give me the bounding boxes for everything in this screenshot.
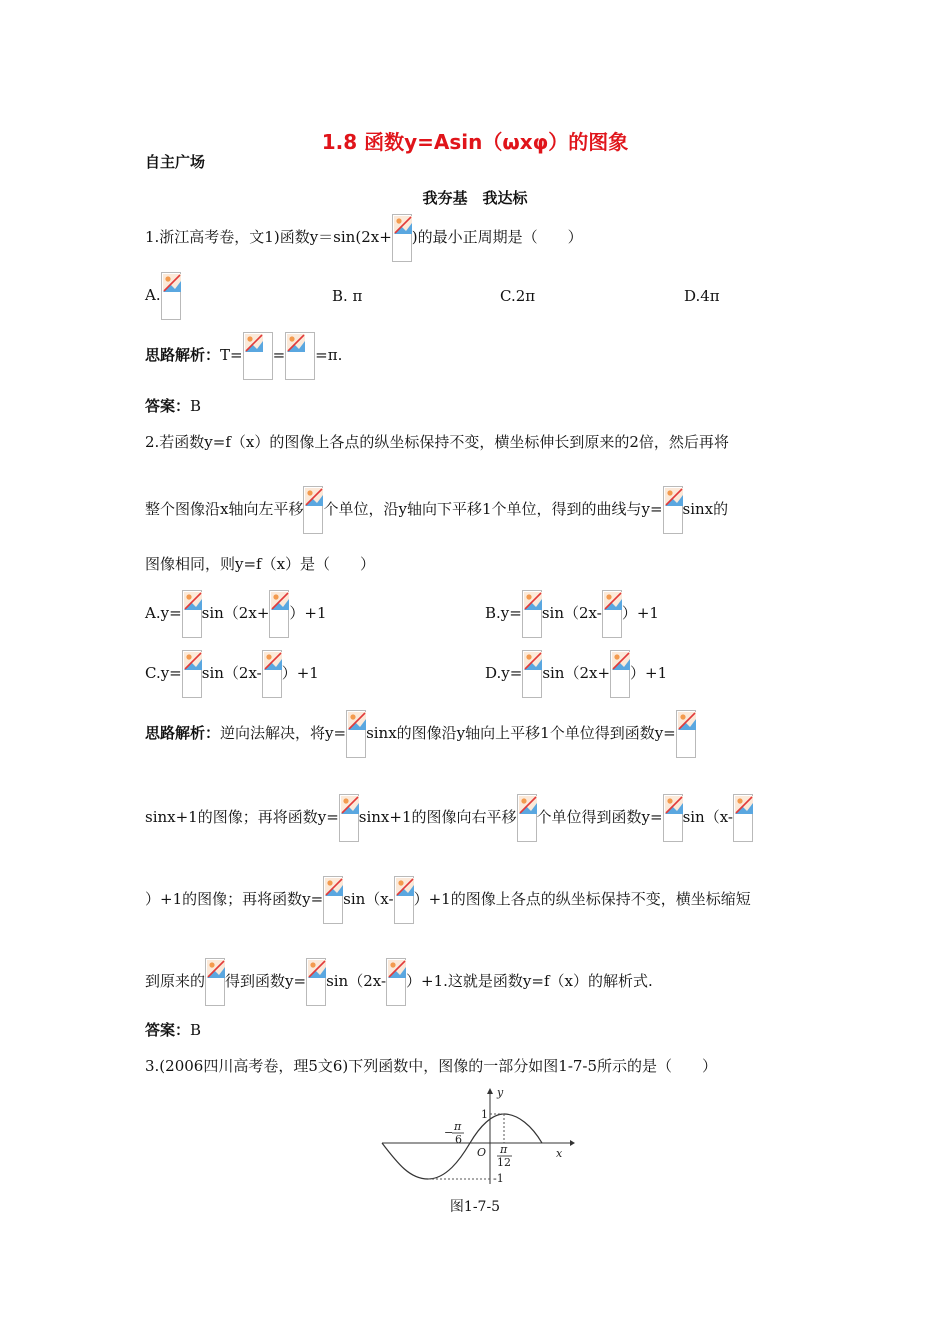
subsection-heading: 我夯基 我达标 [422, 189, 528, 207]
q1-option-b: B. π [332, 287, 363, 305]
q2-analysis-line1: 思路解析：逆向法解决，将y= sinx的图像沿y轴向上平移1个单位得到函数y= [145, 710, 696, 758]
y-axis-arrow-icon [487, 1088, 493, 1094]
broken-image-icon [517, 794, 537, 842]
q2-analysis-line3: ）+1的图像；再将函数y= sin（x- ）+1的图像上各点的纵坐标保持不变，横坐标缩短 [145, 876, 751, 924]
broken-image-icon [285, 332, 315, 380]
q2-answer: 答案：B [145, 1021, 202, 1039]
q2-option-c: C.y= sin（2x- ）+1 [145, 650, 319, 698]
broken-image-icon [161, 272, 181, 320]
section-heading: 自主广场 [145, 153, 206, 171]
broken-image-icon [205, 958, 225, 1006]
q2-stem-line3: 图像相同，则y=f（x）是（ ） [145, 555, 376, 573]
q1-option-d: D.4π [684, 287, 720, 305]
broken-image-icon [339, 794, 359, 842]
broken-image-icon [243, 332, 273, 380]
broken-image-icon [306, 958, 326, 1006]
tick-label-six: 6 [455, 1133, 462, 1146]
broken-image-icon [346, 710, 366, 758]
broken-image-icon [522, 650, 542, 698]
q2-option-d: D.y= sin（2x+ ）+1 [485, 650, 667, 698]
x-axis-arrow-icon [570, 1140, 575, 1146]
tick-label-one: 1 [481, 1108, 488, 1121]
y-axis-label: y [497, 1086, 504, 1099]
tick-label-neg-sign: − [444, 1126, 454, 1139]
q1-option-a: A. [145, 272, 181, 320]
sine-graph-figure [380, 1086, 575, 1186]
q1-answer: 答案：B [145, 397, 202, 415]
tick-label-pi: π [500, 1143, 508, 1156]
broken-image-icon [663, 486, 683, 534]
q3-stem: 3.(2006四川高考卷，理5文6)下列函数中，图像的一部分如图1-7-5所示的是（ ） [145, 1057, 718, 1075]
tick-label-neg-pi: π [454, 1120, 462, 1133]
tick-label-neg-one: -1 [493, 1172, 504, 1185]
broken-image-icon [182, 650, 202, 698]
broken-image-icon [663, 794, 683, 842]
broken-image-icon [323, 876, 343, 924]
sine-curve [382, 1114, 542, 1179]
broken-image-icon [676, 710, 696, 758]
broken-image-icon [182, 590, 202, 638]
broken-image-icon [262, 650, 282, 698]
broken-image-icon [392, 214, 412, 262]
x-axis-label: x [556, 1147, 563, 1160]
q2-stem-line1: 2.若函数y=f（x）的图像上各点的纵坐标保持不变，横坐标伸长到原来的2倍，然后再将 [145, 433, 729, 451]
broken-image-icon [269, 590, 289, 638]
broken-image-icon [394, 876, 414, 924]
broken-image-icon [386, 958, 406, 1006]
origin-label: O [477, 1146, 487, 1159]
q1-analysis: 思路解析：T= = =π. [145, 332, 342, 380]
q2-option-a: A.y= sin（2x+ ）+1 [145, 590, 327, 638]
broken-image-icon [610, 650, 630, 698]
q2-analysis-line2: sinx+1的图像；再将函数y= sinx+1的图像向右平移 个单位得到函数y= sin（x- [145, 794, 753, 842]
q2-option-b: B.y= sin（2x- ）+1 [485, 590, 659, 638]
q2-analysis-line4: 到原来的 得到函数y= sin（2x- ）+1.这就是函数y=f（x）的解析式. [145, 958, 653, 1006]
broken-image-icon [733, 794, 753, 842]
q1-stem: 1.浙江高考卷，文1)函数y＝sin(2x+ )的最小正周期是（ ） [145, 214, 583, 262]
broken-image-icon [522, 590, 542, 638]
q2-stem-line2: 整个图像沿x轴向左平移 个单位，沿y轴向下平移1个单位，得到的曲线与y= sinx的 [145, 486, 728, 534]
tick-label-twelve: 12 [497, 1156, 511, 1169]
broken-image-icon [303, 486, 323, 534]
q1-option-c: C.2π [500, 287, 536, 305]
broken-image-icon [602, 590, 622, 638]
figure-caption: 图1-7-5 [449, 1199, 501, 1215]
page-title: 1.8 函数y=Asin（ωxφ）的图象 [321, 130, 629, 154]
